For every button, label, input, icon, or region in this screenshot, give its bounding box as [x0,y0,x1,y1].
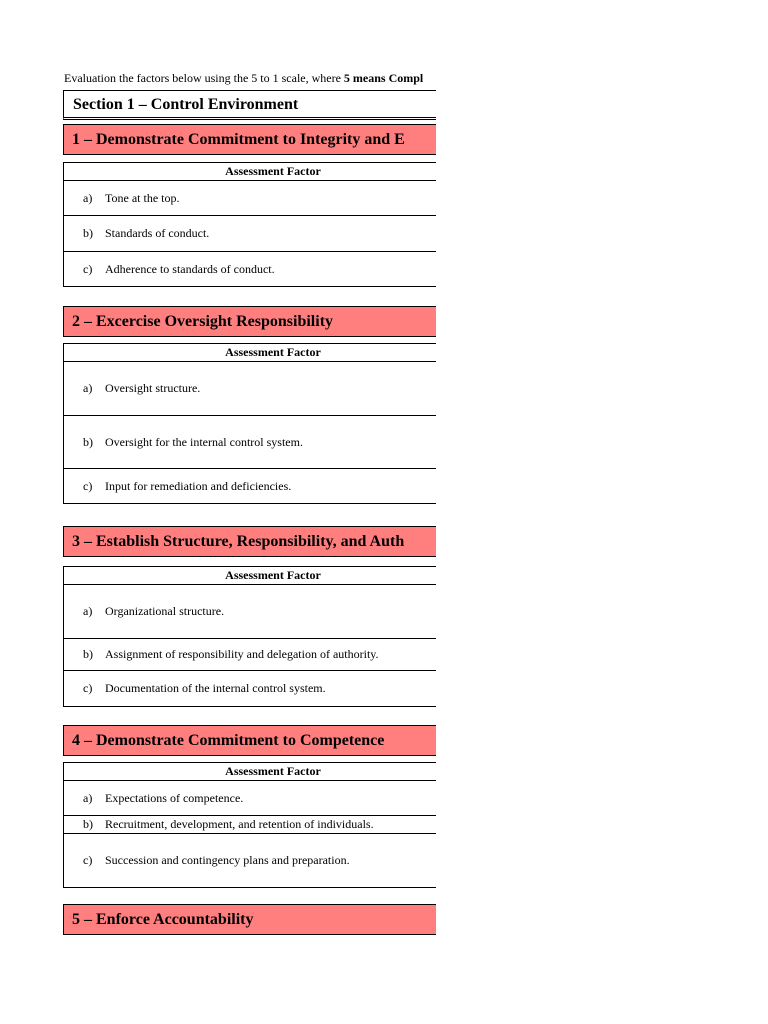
factor-text: Expectations of competence. [105,790,244,805]
factor-text: Standards of conduct. [105,226,210,240]
factor-letter: c) [83,478,93,493]
factor-row [64,816,437,834]
factor-row [64,362,437,416]
factor-row [64,216,437,252]
factor-letter: a) [83,790,93,805]
factor-letter: a) [83,604,93,618]
principle-4-title: 4 – Demonstrate Commitment to Competence [63,725,436,756]
principle-3-factor-table [63,566,436,707]
principle-5-title: 5 – Enforce Accountability [63,904,436,935]
factor-text: Recruitment, development, and retention of individuals. [105,817,374,831]
factor-row [64,671,437,707]
factor-letter: b) [83,647,93,661]
factor-letter: c) [83,681,93,695]
factor-text: Adherence to standards of conduct. [105,261,275,276]
principle-4-factor-table [63,762,436,888]
principle-1-title: 1 – Demonstrate Commitment to Integrity and E [63,124,436,155]
factor-letter: b) [83,434,93,449]
factor-letter: a) [83,190,93,205]
factor-letter: a) [83,381,93,395]
instructions-text [64,70,423,86]
assessment-factor-header: Assessment Factor [64,344,437,362]
factor-text: Tone at the top. [105,190,180,205]
factor-letter: b) [83,226,93,240]
factor-letter: c) [83,853,93,867]
factor-row [64,781,437,816]
instructions-prefix: Evaluation the factors below using the 5 to 1 scale, where [64,71,344,85]
assessment-factor-header: Assessment Factor [64,567,437,585]
factor-text: Oversight structure. [105,381,201,395]
assessment-factor-header: Assessment Factor [64,763,437,781]
factor-letter: c) [83,261,93,276]
factor-row [64,585,437,639]
factor-text: Documentation of the internal control system. [105,681,326,695]
section-title: Section 1 – Control Environment [63,90,436,120]
principle-2-factor-table [63,343,436,504]
principle-2-title: 2 – Excercise Oversight Responsibility [63,306,436,337]
factor-text: Organizational structure. [105,604,225,618]
factor-row [64,252,437,287]
factor-text: Succession and contingency plans and preparation. [105,853,350,867]
factor-text: Oversight for the internal control system. [105,434,303,449]
instructions-bold: 5 means Compl [343,71,424,85]
principle-1-factor-table [63,162,436,287]
factor-row [64,639,437,671]
factor-row [64,416,437,469]
factor-text: Input for remediation and deficiencies. [105,478,292,493]
principle-3-title: 3 – Establish Structure, Responsibility, and Auth [63,526,436,557]
factor-letter: b) [83,817,93,831]
factor-row [64,181,437,216]
assessment-factor-header: Assessment Factor [64,163,437,181]
factor-row [64,834,437,888]
factor-text: Assignment of responsibility and delegation of authority. [105,647,379,661]
factor-row [64,469,437,504]
